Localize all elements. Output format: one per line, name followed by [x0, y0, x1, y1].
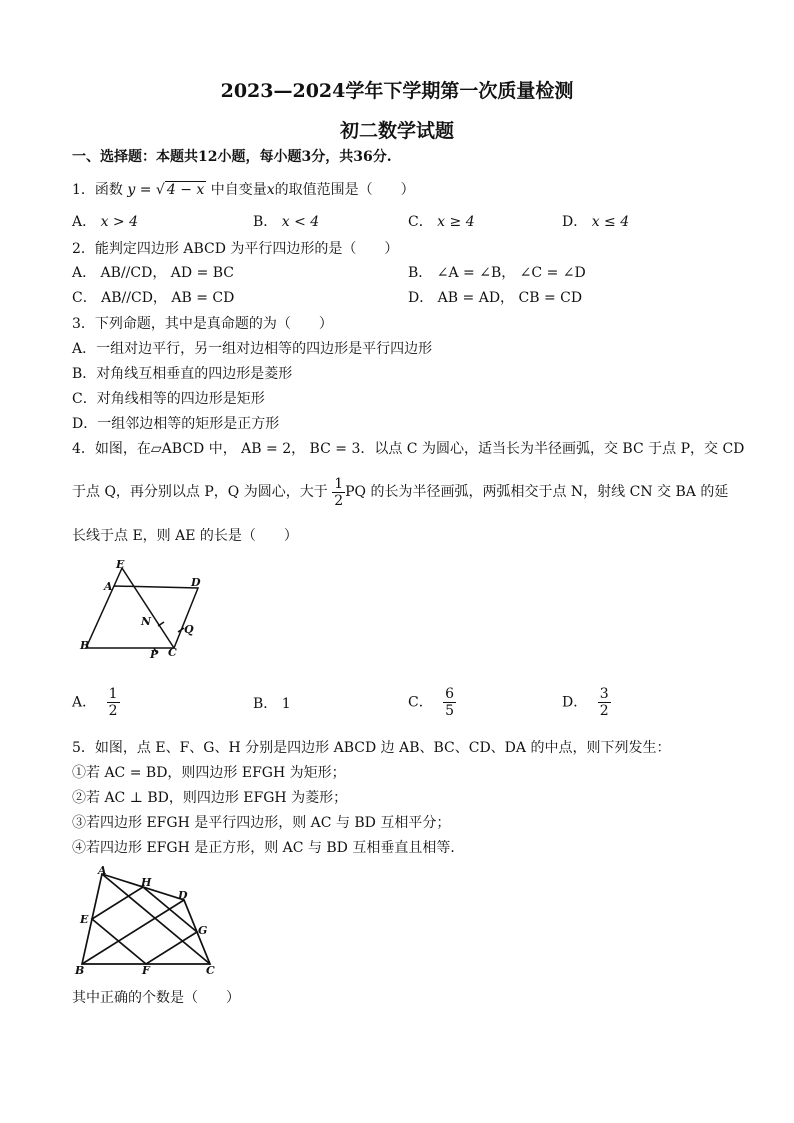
q3-option-a: A．一组对边平行，另一组对边相等的四边形是平行四边形	[72, 341, 433, 357]
question-5: 5．如图，点 E、F、G、H 分别是四边形 ABCD 边 AB、BC、CD、DA 的中点，则下列发生：	[72, 740, 671, 756]
q3-option-d: D．一组邻边相等的矩形是正方形	[72, 416, 280, 432]
q4-figure	[74, 558, 214, 664]
q5-statement-1: ①若 AC = BD，则四边形 EFGH 为矩形；	[72, 765, 346, 781]
question-2: 2．能判定四边形 ABCD 为平行四边形的是（ ）	[72, 241, 399, 257]
section-heading: 一、选择题：本题共12小题，每小题3分，共36分.	[72, 149, 392, 165]
label-a: A	[104, 580, 113, 593]
diagonal-ac	[102, 874, 210, 964]
label-a: A	[98, 866, 107, 877]
q4-option-a: A． $\frac{1}{2}$	[72, 686, 118, 719]
label-g: G	[198, 924, 208, 937]
label-d: D	[191, 576, 201, 589]
question-4-line-3: 长线于点 E，则 AE 的长是（ ）	[72, 528, 298, 544]
q1-option-a: A． x > 4	[72, 214, 139, 230]
q5-statement-2: ②若 AC ⊥ BD，则四边形 EFGH 为菱形；	[72, 790, 348, 806]
question-3: 3．下列命题，其中是真命题的为（ ）	[72, 316, 333, 332]
q5-statement-4: ④若四边形 EFGH 是正方形，则 AC 与 BD 互相垂直且相等．	[72, 840, 465, 856]
question-1: 1．函数 y = √ 4 − x 中自变量x的取值范围是（ ）	[72, 182, 415, 198]
q2-option-a: A． AB//CD， AD = BC	[72, 265, 235, 281]
label-h: H	[141, 876, 152, 889]
question-4-line-2: 于点 Q，再分别以点 P，Q 为圆心，大于 $\frac{1}{2}$ PQ 的长为半径画弧，两弧相交于点 N，射线 CN 交 BA 的延	[72, 475, 729, 509]
q5-question-tail: 其中正确的个数是（ ）	[72, 990, 240, 1006]
label-e: E	[116, 558, 125, 571]
q3-option-b: B．对角线互相垂直的四边形是菱形	[72, 366, 293, 382]
label-b: B	[80, 639, 90, 652]
label-e: E	[80, 913, 89, 926]
label-f: F	[142, 964, 150, 977]
q4-option-b: B． 1	[253, 696, 291, 712]
label-b: B	[75, 964, 85, 977]
q2-option-c: C． AB//CD， AB = CD	[72, 290, 235, 306]
q2-option-d: D． AB = AD， CB = CD	[408, 290, 583, 306]
label-q: Q	[184, 623, 194, 636]
q2-option-b: B． ∠A = ∠B， ∠C = ∠D	[408, 265, 586, 281]
label-n: N	[141, 615, 152, 628]
exam-title: 2023—2024学年下学期第一次质量检测	[220, 80, 574, 102]
q5-figure	[72, 866, 222, 978]
label-c: C	[168, 646, 177, 659]
q4-fraction: $\frac{1}{2}$	[334, 475, 344, 509]
q4-option-c: C． $\frac{6}{5}$	[408, 686, 455, 719]
ray-cn	[122, 568, 174, 648]
label-d: D	[178, 889, 188, 902]
q3-option-c: C．对角线相等的四边形是矩形	[72, 391, 265, 407]
q1-function: y = √ 4 − x	[127, 182, 205, 198]
q1-option-d: D． x ≤ 4	[562, 214, 630, 230]
label-p: P	[150, 648, 159, 661]
diagonal-bd	[82, 900, 184, 964]
q1-option-c: C． x ≥ 4	[408, 214, 475, 230]
q5-statement-3: ③若四边形 EFGH 是平行四边形，则 AC 与 BD 互相平分；	[72, 815, 451, 831]
q1-option-b: B． x < 4	[253, 214, 320, 230]
exam-subtitle: 初二数学试题	[339, 120, 454, 142]
question-4-line-1: 4．如图，在▱ABCD 中， AB = 2， BC = 3．以点 C 为圆心，适当长为半径画弧，交 BC 于点 P，交 CD	[72, 441, 745, 457]
q4-option-d: D． $\frac{3}{2}$	[562, 686, 609, 719]
label-c: C	[206, 964, 215, 977]
